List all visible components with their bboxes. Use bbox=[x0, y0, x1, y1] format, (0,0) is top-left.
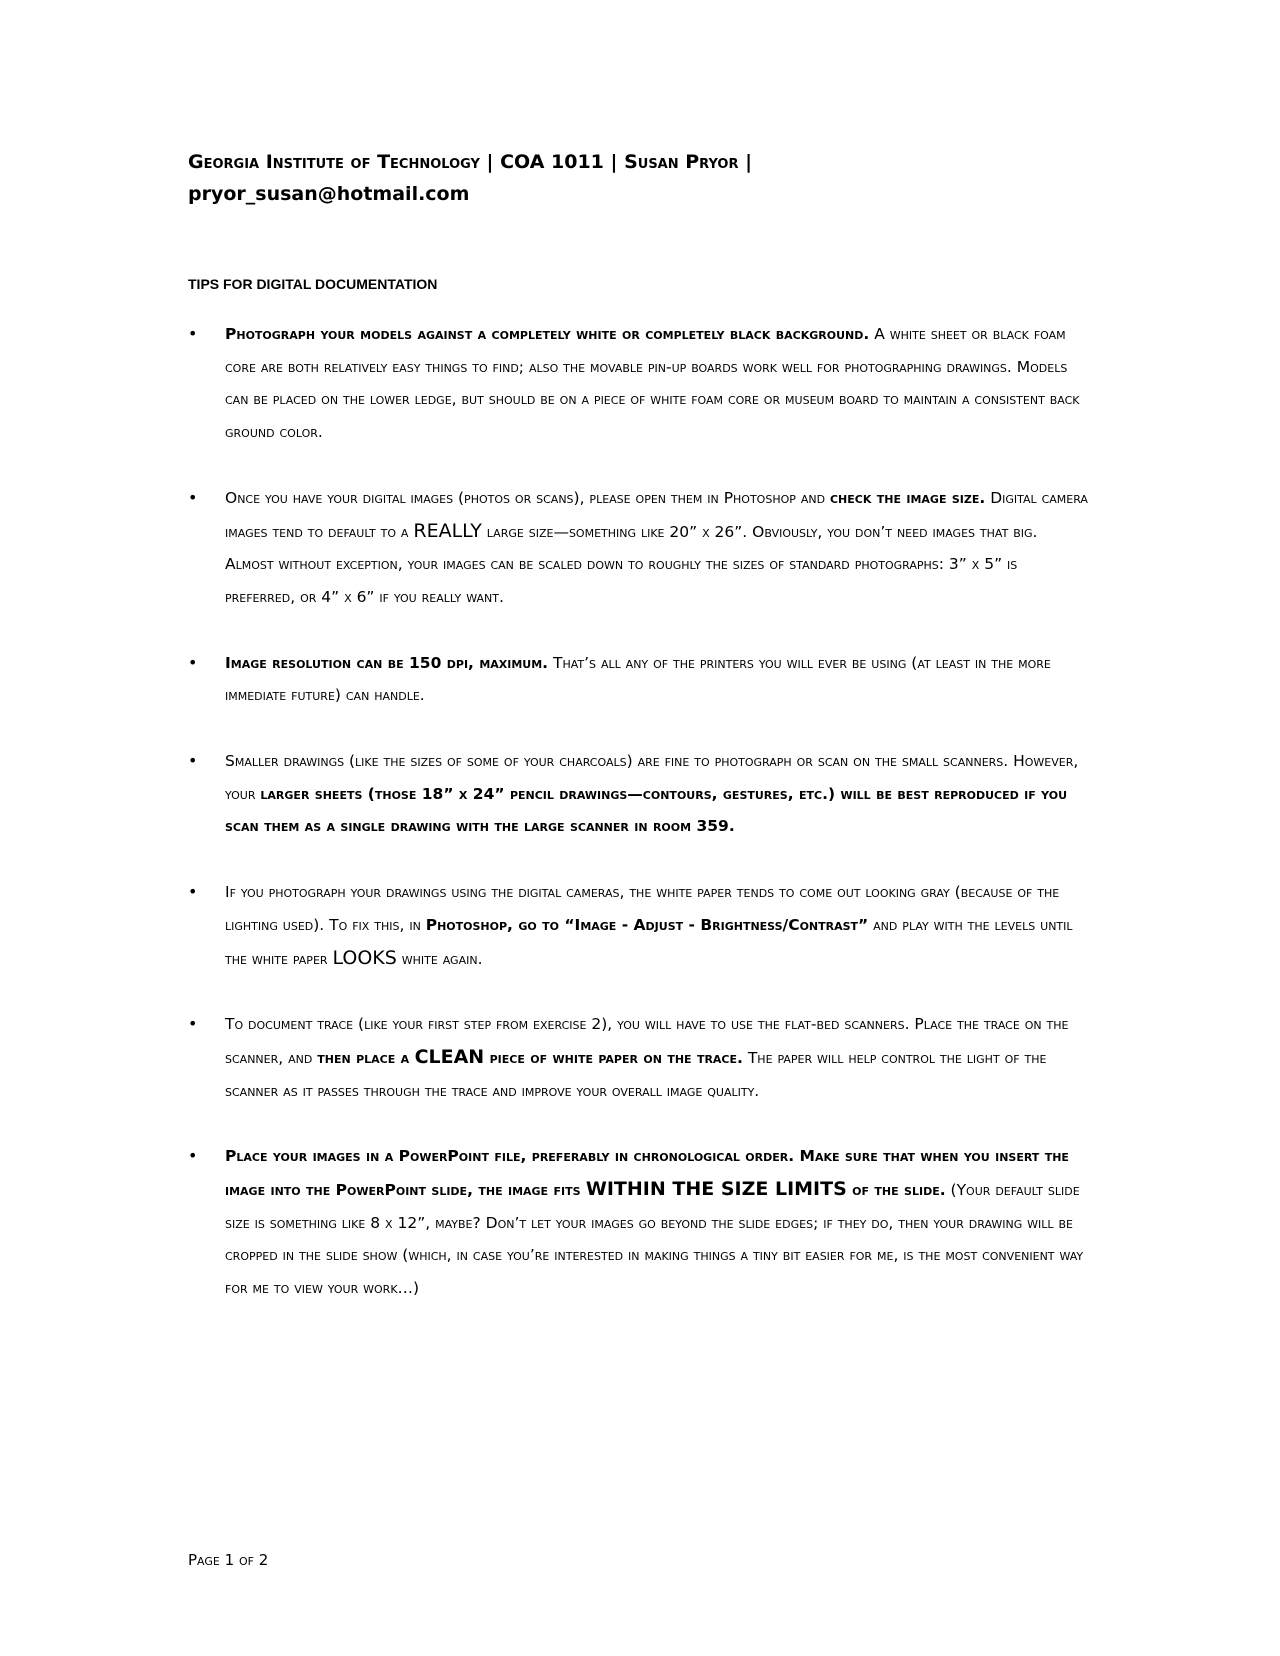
tip-text: Photoshop, go to “Image - Adjust - Brightness/Contrast” bbox=[425, 915, 869, 934]
tips-list bbox=[188, 318, 1088, 1305]
tip-item bbox=[188, 318, 1088, 449]
document-title: TIPS FOR DIGITAL DOCUMENTATION bbox=[188, 276, 438, 292]
tip-text: white again. bbox=[396, 949, 483, 968]
institution-name: Georgia Institute of Technology bbox=[188, 151, 480, 173]
page-number: 1 bbox=[224, 1551, 235, 1569]
tip-text: large size—something like 20” x 26”. Obviously, you don’t need images that big. Almost without exception, your images can be scaled down to roughly the sizes of standard photographs: 3” x 5” is preferred, or 4” x 6” if you really want. bbox=[225, 522, 1038, 606]
header-separator: | bbox=[479, 151, 501, 173]
tip-text: Digital camera images tend to default to a bbox=[225, 488, 1088, 541]
tip-item bbox=[188, 876, 1088, 975]
tip-text: (Your default slide size is something like 8 x 12”, maybe? Don’t let your images go beyond the slide edges; if they do, then your drawing will be cropped in the slide show (which, in case you’re interested in making things a tiny bit easier for me, is the most convenient way for me to view your work…) bbox=[225, 1181, 1084, 1298]
tip-text: Place your images in a PowerPoint file, preferably in chronological order. Make sure that when you insert the image into the PowerPoint slide, the image fits bbox=[225, 1147, 1069, 1200]
page-label: Page bbox=[188, 1551, 220, 1569]
tip-text: To document trace (like your first step from exercise 2), you will have to use the flat-bed scanners. Place the trace on the scanner, and bbox=[225, 1015, 1069, 1067]
bullet-icon: • bbox=[188, 487, 198, 507]
tip-text: check the image size. bbox=[829, 488, 986, 507]
tip-text: Photograph your models against a completely white or completely black background. bbox=[225, 325, 870, 343]
tip-text: REALLY bbox=[413, 519, 482, 542]
tip-text: then place a bbox=[317, 1048, 415, 1067]
bullet-icon: • bbox=[188, 882, 198, 902]
bullet-icon: • bbox=[188, 751, 198, 771]
tip-text: The paper will help control the light of the scanner as it passes through the trace and improve your overall image quality. bbox=[225, 1048, 1047, 1100]
tip-item bbox=[188, 647, 1088, 712]
tip-text: That’s all any of the printers you will ever be using (at least in the more immediate future) can handle. bbox=[225, 653, 1051, 705]
instructor-email: pryor_susan@hotmail.com bbox=[188, 183, 470, 205]
tip-text: CLEAN bbox=[414, 1045, 485, 1068]
tip-text: of the slide. bbox=[846, 1181, 946, 1200]
page-total: 2 bbox=[258, 1551, 269, 1569]
document-header bbox=[188, 146, 1088, 210]
page-of: of bbox=[238, 1551, 254, 1569]
tip-text: Once you have your digital images (photos or scans), please open them in Photoshop and bbox=[225, 488, 830, 507]
tip-text: LOOKS bbox=[332, 946, 397, 969]
tip-item bbox=[188, 1008, 1088, 1107]
header-separator: | bbox=[603, 151, 625, 173]
bullet-icon: • bbox=[188, 652, 198, 672]
page-footer bbox=[188, 1551, 268, 1569]
tip-item bbox=[188, 1140, 1088, 1305]
tip-text: larger sheets (those 18” x 24” pencil drawings—contours, gestures, etc.) will be best reproduced if you scan them as a single drawing with the large scanner in room 359. bbox=[225, 784, 1068, 836]
tip-text: If you photograph your drawings using the digital cameras, the white paper tends to come out looking gray (because of the lighting used). To fix this, in bbox=[225, 883, 1060, 934]
tip-text: and play with the levels until the white paper bbox=[225, 915, 1073, 968]
tip-text: WITHIN THE SIZE LIMITS bbox=[585, 1178, 847, 1201]
tip-text: piece of white paper on the trace. bbox=[484, 1048, 743, 1067]
course-code: COA 1011 bbox=[500, 151, 604, 173]
bullet-icon: • bbox=[188, 1146, 198, 1166]
bullet-icon: • bbox=[188, 1014, 198, 1034]
bullet-icon: • bbox=[188, 324, 198, 343]
tip-text: A white sheet or black foam core are both relatively easy things to find; also the movable pin-up boards work well for photographing drawings. Models can be placed on the lower ledge, but should be on a piece of white foam core or museum board to maintain a consistent back ground color. bbox=[225, 325, 1080, 442]
tip-item bbox=[188, 745, 1088, 843]
header-separator: | bbox=[738, 151, 753, 173]
instructor-name: Susan Pryor bbox=[624, 151, 739, 173]
tip-item bbox=[188, 482, 1088, 614]
tip-text: Smaller drawings (like the sizes of some of your charcoals) are fine to photograph or scan on the small scanners. However, your bbox=[225, 752, 1079, 803]
tip-text: Image resolution can be 150 dpi, maximum. bbox=[225, 653, 549, 672]
